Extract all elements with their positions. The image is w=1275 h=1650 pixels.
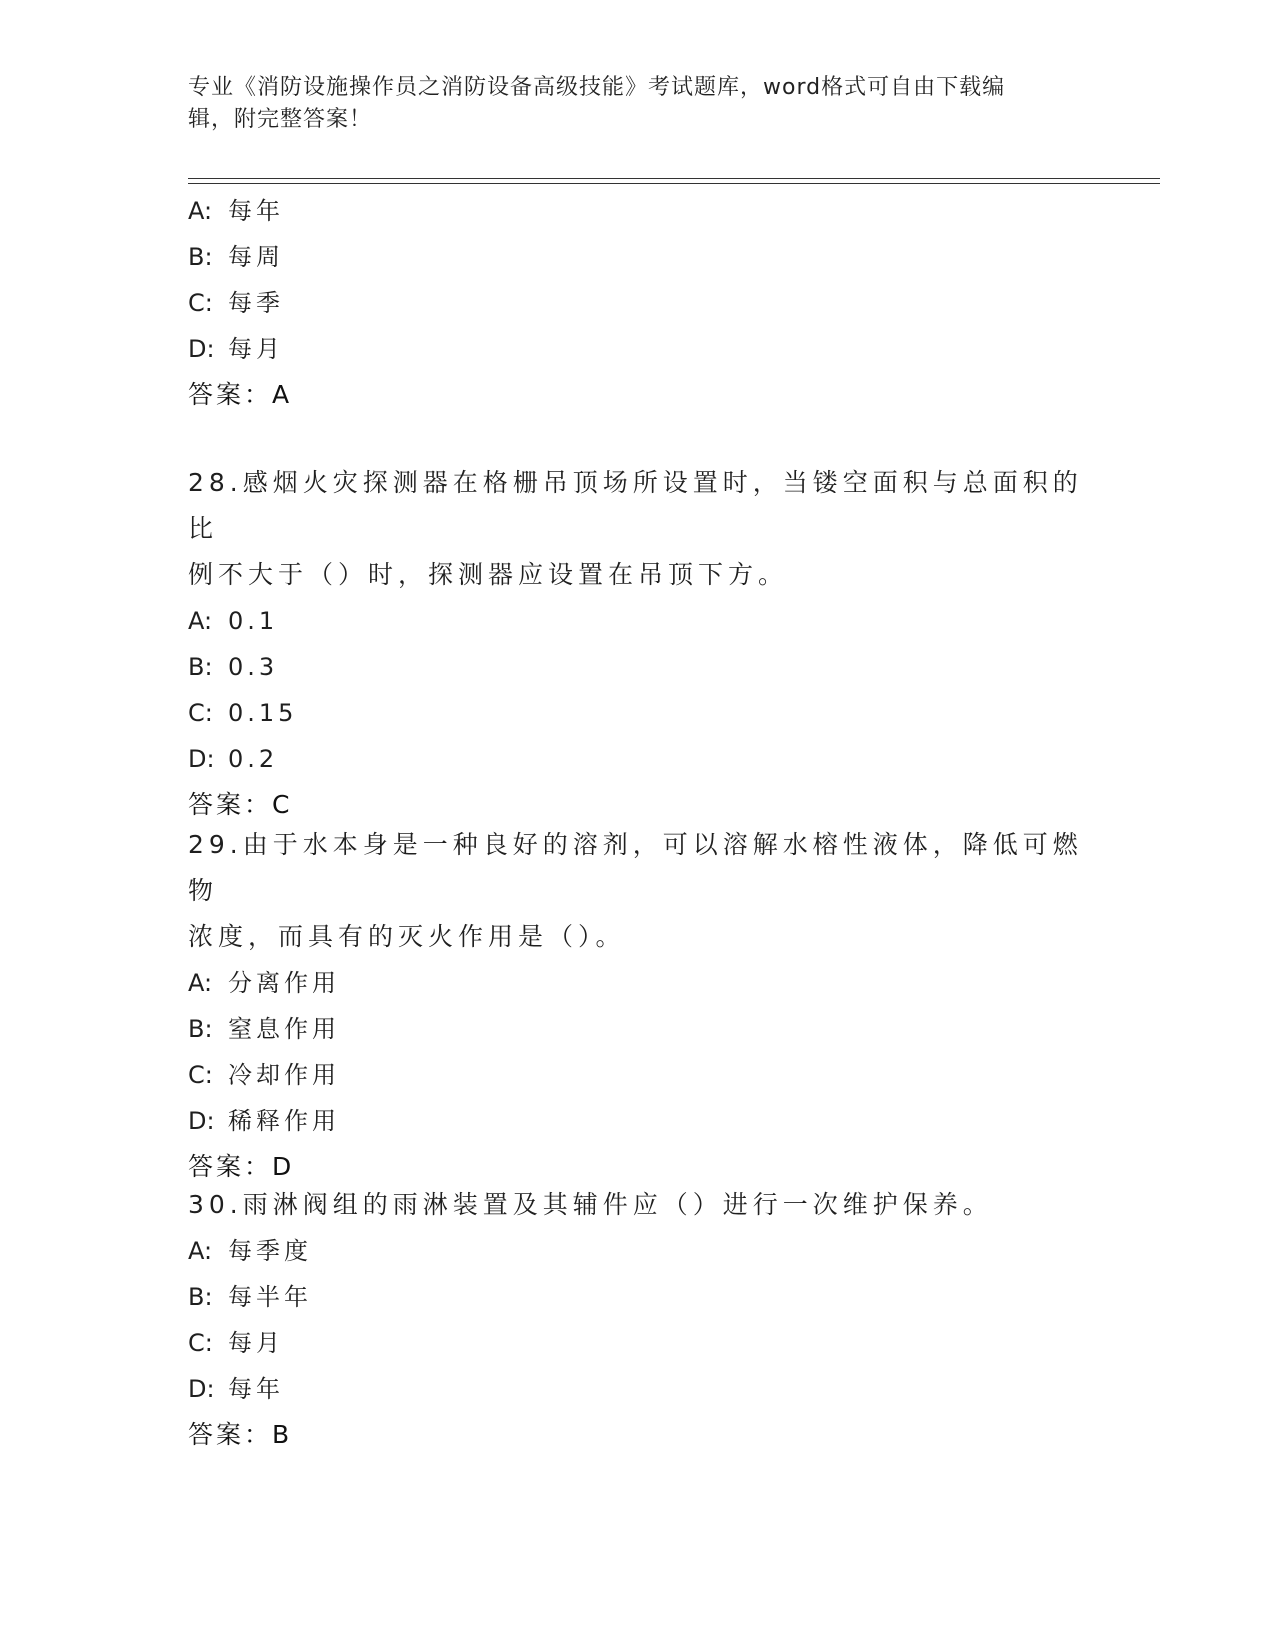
option-d bbox=[188, 1098, 1088, 1144]
option-text: 每周 bbox=[228, 243, 284, 271]
option-letter: B: bbox=[188, 1015, 213, 1043]
option-d bbox=[188, 326, 1088, 372]
option-a bbox=[188, 1228, 1088, 1274]
option-letter: C: bbox=[188, 699, 213, 727]
option-letter: C: bbox=[188, 289, 213, 317]
option-text: 0.3 bbox=[228, 653, 279, 681]
option-d bbox=[188, 736, 1088, 782]
option-letter: D: bbox=[188, 1107, 215, 1135]
option-b bbox=[188, 1274, 1088, 1320]
question-stem-line-1: 30.雨淋阀组的雨淋装置及其辅件应（）进行一次维护保养。 bbox=[188, 1190, 993, 1219]
option-letter: A: bbox=[188, 1237, 213, 1265]
option-text: 每年 bbox=[228, 1375, 284, 1403]
option-text: 窒息作用 bbox=[228, 1015, 340, 1043]
header-line-1: 专业《消防设施操作员之消防设备高级技能》考试题库，word格式可自由下载编 bbox=[188, 75, 1006, 100]
option-text: 每月 bbox=[228, 1329, 284, 1357]
question-28 bbox=[188, 460, 1088, 828]
question-stem bbox=[188, 460, 1088, 598]
option-letter: C: bbox=[188, 1061, 213, 1089]
question-30 bbox=[188, 1182, 1088, 1458]
option-letter: C: bbox=[188, 1329, 213, 1357]
question-27-continuation bbox=[188, 188, 1088, 418]
question-stem bbox=[188, 1182, 1088, 1228]
header-line-2: 辑，附完整答案！ bbox=[188, 107, 373, 132]
question-29 bbox=[188, 822, 1088, 1190]
option-text: 每半年 bbox=[228, 1283, 312, 1311]
option-b bbox=[188, 644, 1088, 690]
option-letter: D: bbox=[188, 745, 215, 773]
option-text: 每季度 bbox=[228, 1237, 312, 1265]
option-a bbox=[188, 960, 1088, 1006]
option-letter: B: bbox=[188, 243, 213, 271]
option-letter: D: bbox=[188, 1375, 215, 1403]
option-b bbox=[188, 234, 1088, 280]
question-stem-line-2: 例不大于（）时，探测器应设置在吊顶下方。 bbox=[188, 560, 789, 589]
option-text: 分离作用 bbox=[228, 969, 340, 997]
option-text: 每季 bbox=[228, 289, 284, 317]
answer-line: 答案：D bbox=[188, 1152, 295, 1181]
option-d bbox=[188, 1366, 1088, 1412]
option-letter: B: bbox=[188, 1283, 213, 1311]
option-c bbox=[188, 1320, 1088, 1366]
option-letter: B: bbox=[188, 653, 213, 681]
question-stem-line-1: 29.由于水本身是一种良好的溶剂，可以溶解水榕性液体，降低可燃物 bbox=[188, 830, 1083, 905]
option-c bbox=[188, 690, 1088, 736]
option-letter: D: bbox=[188, 335, 215, 363]
answer-line: 答案：A bbox=[188, 380, 293, 409]
option-a bbox=[188, 188, 1088, 234]
option-text: 0.2 bbox=[228, 745, 279, 773]
answer-line: 答案：C bbox=[188, 790, 293, 819]
option-letter: A: bbox=[188, 969, 213, 997]
option-text: 0.15 bbox=[228, 699, 298, 727]
option-a bbox=[188, 598, 1088, 644]
option-letter: A: bbox=[188, 197, 213, 225]
header-divider-top bbox=[188, 178, 1160, 179]
option-c bbox=[188, 280, 1088, 326]
option-c bbox=[188, 1052, 1088, 1098]
option-text: 稀释作用 bbox=[228, 1107, 340, 1135]
question-stem bbox=[188, 822, 1088, 960]
question-stem-line-2: 浓度，而具有的灭火作用是（）。 bbox=[188, 922, 626, 951]
option-letter: A: bbox=[188, 607, 213, 635]
header-divider-bottom bbox=[188, 183, 1160, 184]
option-text: 每月 bbox=[228, 335, 284, 363]
document-header bbox=[188, 72, 1088, 136]
question-stem-line-1: 28.感烟火灾探测器在格栅吊顶场所设置时，当镂空面积与总面积的比 bbox=[188, 468, 1083, 543]
option-text: 0.1 bbox=[228, 607, 279, 635]
answer-line: 答案：B bbox=[188, 1420, 293, 1449]
option-b bbox=[188, 1006, 1088, 1052]
option-text: 冷却作用 bbox=[228, 1061, 340, 1089]
option-text: 每年 bbox=[228, 197, 284, 225]
